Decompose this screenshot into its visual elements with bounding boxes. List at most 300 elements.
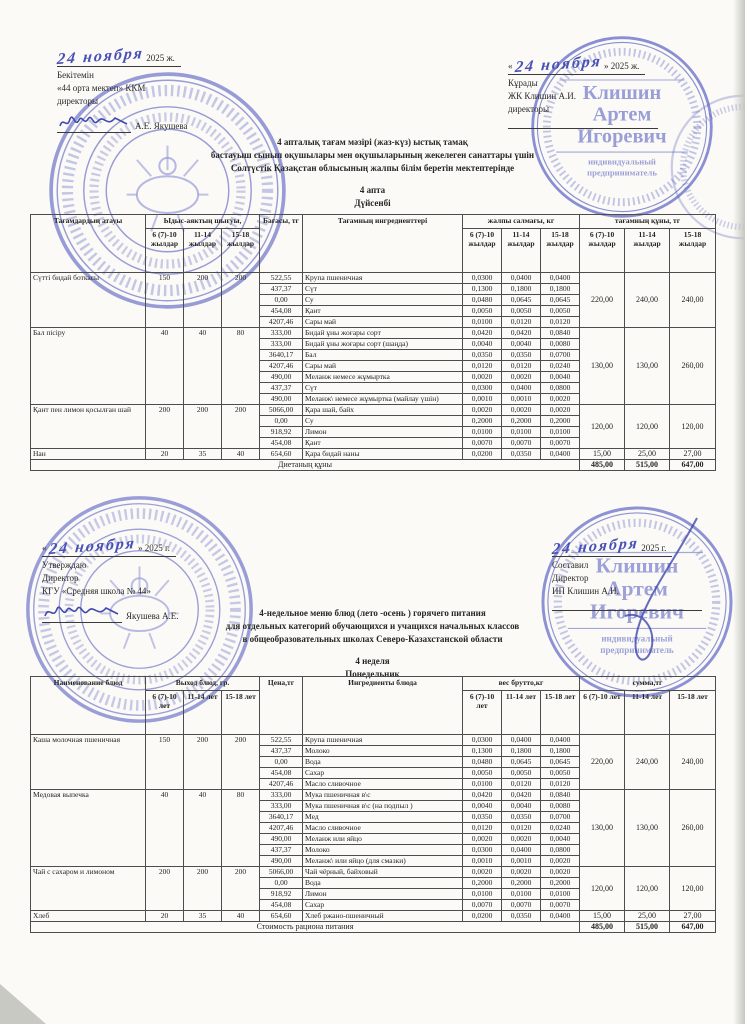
approval-line: директоры — [508, 104, 550, 114]
weight-cell: 0,0645 — [541, 757, 580, 768]
weight-cell: 0,0100 — [541, 427, 580, 438]
approval-line: Директор — [552, 573, 589, 583]
weight-cell: 0,0050 — [502, 768, 541, 779]
portion-cell: 200 — [184, 405, 222, 449]
price-cell: 490,00 — [260, 394, 303, 405]
stamp-role-line2: предприниматель — [587, 167, 657, 178]
quote-close: » — [137, 543, 143, 553]
header-weight-group: жалпы салмағы, кг — [463, 215, 580, 229]
portion-cell: 20 — [146, 911, 184, 922]
header-age-col: 6 (7)-10 жылдар — [580, 229, 625, 273]
weight-cell: 0,0400 — [541, 735, 580, 746]
total-row — [31, 460, 716, 471]
header-age-col: 11-14 жылдар — [502, 229, 541, 273]
cost-cell: 15,00 — [580, 449, 625, 460]
total-value-cell: 515,00 — [625, 460, 670, 471]
price-cell: 4207,46 — [260, 779, 303, 790]
portion-cell: 200 — [184, 867, 222, 911]
signer-name: Якушева А.Е. — [126, 611, 179, 621]
header-output-group: Выход блюд, гр. — [146, 677, 260, 691]
weight-cell: 0,0120 — [463, 823, 502, 834]
ingredient-cell: Лимон — [303, 889, 463, 900]
ingredient-row — [31, 449, 716, 460]
cost-cell: 130,00 — [580, 790, 625, 867]
price-cell: 333,00 — [260, 790, 303, 801]
weight-cell: 0,0240 — [541, 823, 580, 834]
weight-cell: 0,0100 — [541, 889, 580, 900]
weight-cell: 0,0010 — [463, 394, 502, 405]
header-dish: Наименование блюд — [31, 677, 146, 735]
approval-line: Утверждаю — [42, 560, 87, 570]
dish-name-cell: Хлеб — [31, 911, 146, 922]
weight-cell: 0,0200 — [463, 449, 502, 460]
signature-row — [42, 600, 287, 623]
title-line: Солтүстік Қазақстан облысының жалпы білім беретін мектептерінде — [230, 163, 515, 173]
weight-cell: 0,0070 — [463, 438, 502, 449]
total-value-cell: 647,00 — [670, 922, 716, 933]
ingredient-cell: Молоко — [303, 746, 463, 757]
cost-cell: 120,00 — [580, 867, 625, 911]
header-age-col: 15-18 лет — [541, 691, 580, 735]
weight-cell: 0,1800 — [502, 284, 541, 295]
price-cell: 0,00 — [260, 416, 303, 427]
date-line — [42, 534, 176, 559]
header-age-col: 15-18 жылдар — [222, 229, 260, 273]
price-cell: 0,00 — [260, 757, 303, 768]
ingredient-row — [31, 735, 716, 746]
cost-cell: 130,00 — [580, 328, 625, 405]
date-year: 2025 г. — [144, 543, 170, 553]
cost-cell: 220,00 — [580, 735, 625, 790]
portion-cell: 80 — [222, 328, 260, 405]
ingredient-cell: Бал — [303, 350, 463, 361]
weight-cell: 0,2000 — [541, 416, 580, 427]
approval-top-left — [56, 44, 292, 133]
ingredient-cell: Бидай ұны жоғары сорт (шаңда) — [303, 339, 463, 350]
cost-cell: 220,00 — [580, 273, 625, 328]
price-cell: 333,00 — [260, 801, 303, 812]
cost-cell: 15,00 — [580, 911, 625, 922]
weight-cell: 0,0400 — [502, 735, 541, 746]
weight-cell: 0,0070 — [541, 438, 580, 449]
handwritten-date: 24 ноября — [48, 534, 137, 559]
weight-cell: 0,0020 — [463, 405, 502, 416]
price-cell: 4207,46 — [260, 823, 303, 834]
title-line: для отдельных категорий обучающихся и учащихся начальных классов — [225, 621, 520, 631]
weight-cell: 0,0800 — [541, 845, 580, 856]
weight-cell: 0,0420 — [463, 328, 502, 339]
price-cell: 490,00 — [260, 834, 303, 845]
weight-cell: 0,0645 — [541, 295, 580, 306]
ingredient-cell: Чай чёрный, байховый — [303, 867, 463, 878]
portion-cell: 150 — [146, 735, 184, 790]
price-cell: 3640,17 — [260, 350, 303, 361]
weight-cell: 0,0420 — [502, 790, 541, 801]
weight-cell: 0,1800 — [541, 284, 580, 295]
ingredient-cell: Лимон — [303, 427, 463, 438]
approval-mid-left — [42, 534, 287, 623]
signature-stroke-icon — [585, 512, 715, 697]
dish-name-cell: Каша молочная пшеничная — [31, 735, 146, 790]
header-price: Бағасы, тг — [260, 215, 303, 273]
ingredient-row — [31, 911, 716, 922]
approval-line: Директор — [42, 573, 79, 583]
stamp-name-line2: Артем — [592, 103, 652, 126]
stamp-role-line1: индивидуальный — [601, 633, 673, 644]
weight-cell: 0,0020 — [541, 867, 580, 878]
ingredient-cell: Мед — [303, 812, 463, 823]
header-price: Цена,тг — [260, 677, 303, 735]
portion-cell: 200 — [222, 735, 260, 790]
weight-cell: 0,0300 — [463, 383, 502, 394]
stamp-name-line3: Игоревич — [589, 599, 685, 624]
approval-line: Кұрады — [508, 78, 538, 88]
portion-cell: 200 — [146, 867, 184, 911]
cost-cell: 120,00 — [625, 867, 670, 911]
header-age-col: 11-14 жылдар — [625, 229, 670, 273]
price-cell: 5066,00 — [260, 405, 303, 416]
week-label: 4 апта — [359, 185, 386, 195]
price-cell: 454,08 — [260, 768, 303, 779]
weight-cell: 0,0350 — [463, 350, 502, 361]
cost-cell: 25,00 — [625, 911, 670, 922]
ingredient-row — [31, 405, 716, 416]
total-label-cell: Диетаның құны — [31, 460, 580, 471]
title-line: 4 апталық тағам мәзірі (жаз-күз) ыстық тамақ — [277, 137, 468, 147]
ingredient-cell: Бидай ұны жоғары сорт — [303, 328, 463, 339]
weight-cell: 0,0040 — [502, 339, 541, 350]
weight-cell: 0,1300 — [463, 284, 502, 295]
weight-cell: 0,0040 — [541, 372, 580, 383]
price-cell: 918,92 — [260, 427, 303, 438]
weight-cell: 0,0100 — [463, 779, 502, 790]
ingredient-cell: Сахар — [303, 768, 463, 779]
cost-cell: 240,00 — [670, 273, 716, 328]
price-cell: 437,37 — [260, 746, 303, 757]
portion-cell: 80 — [222, 790, 260, 867]
ingredient-cell: Масло сливочное — [303, 823, 463, 834]
weight-cell: 0,0080 — [541, 801, 580, 812]
weight-cell: 0,0040 — [463, 801, 502, 812]
price-cell: 522,55 — [260, 273, 303, 284]
ingredient-cell: Крупа пшеничная — [303, 273, 463, 284]
weight-cell: 0,0350 — [502, 350, 541, 361]
weight-cell: 0,0300 — [463, 845, 502, 856]
menu-table-ru — [30, 676, 716, 933]
price-cell: 918,92 — [260, 889, 303, 900]
day-label: Понедельник — [345, 669, 400, 679]
portion-cell: 40 — [222, 449, 260, 460]
weight-cell: 0,0020 — [502, 867, 541, 878]
dish-name-cell: Чай с сахаром и лимоном — [31, 867, 146, 911]
header-age-col: 11-14 жылдар — [184, 229, 222, 273]
ingredient-cell: Мука пшеничная в\с (на подпыл ) — [303, 801, 463, 812]
header-age-col: 6 (7)-10 жылдар — [463, 229, 502, 273]
ingredient-cell: Меланж или яйцо — [303, 834, 463, 845]
weight-cell: 0,0080 — [541, 339, 580, 350]
weight-cell: 0,2000 — [502, 878, 541, 889]
weight-cell: 0,0020 — [463, 867, 502, 878]
ingredient-cell: Су — [303, 295, 463, 306]
portion-cell: 200 — [184, 273, 222, 328]
weight-cell: 0,0100 — [502, 427, 541, 438]
weight-cell: 0,0070 — [463, 900, 502, 911]
weight-cell: 0,0070 — [541, 900, 580, 911]
header-age-col: 11-14 лет — [184, 691, 222, 735]
stamp-name-line1: Клишин — [582, 81, 662, 104]
weight-cell: 0,0020 — [463, 834, 502, 845]
date-year: 2025 г. — [641, 543, 667, 553]
approval-line: ИП Клишин А.И. — [552, 586, 619, 596]
ingredient-cell: Мука пшеничная в\с — [303, 790, 463, 801]
weight-cell: 0,0010 — [463, 856, 502, 867]
weight-cell: 0,0050 — [463, 768, 502, 779]
cost-cell: 120,00 — [670, 867, 716, 911]
signature-underline — [508, 116, 658, 129]
weight-cell: 0,0020 — [541, 394, 580, 405]
cost-cell: 240,00 — [625, 735, 670, 790]
ingredient-cell: Сүт — [303, 383, 463, 394]
weight-cell: 0,0010 — [502, 394, 541, 405]
cost-cell: 260,00 — [670, 790, 716, 867]
total-label-cell: Стоимость рациона питания — [31, 922, 580, 933]
dish-name-cell: Медовая выпечка — [31, 790, 146, 867]
header-ingredients: Ингредиенты блюда — [303, 677, 463, 735]
weight-cell: 0,0400 — [541, 273, 580, 284]
ingredient-row — [31, 790, 716, 801]
cost-cell: 27,00 — [670, 911, 716, 922]
header-weight-group: вес брутто,кг — [463, 677, 580, 691]
signer-name: А.Е. Якушева — [135, 121, 188, 131]
approval-line: ЖК Клишин А.И. — [508, 91, 576, 101]
weight-cell: 0,0100 — [463, 317, 502, 328]
title-line: в общеобразовательных школах Северо-Казахстанской области — [242, 634, 503, 644]
ingredient-cell: Вода — [303, 757, 463, 768]
header-age-col: 11-14 лет — [625, 691, 670, 735]
quote-open: « — [42, 543, 47, 553]
weight-cell: 0,0700 — [541, 350, 580, 361]
weight-cell: 0,0100 — [463, 889, 502, 900]
cost-cell: 260,00 — [670, 328, 716, 405]
weight-cell: 0,0400 — [502, 383, 541, 394]
portion-cell: 35 — [184, 449, 222, 460]
dish-name-cell: Сүтті бидай боткасы — [31, 273, 146, 328]
weight-cell: 0,0120 — [502, 823, 541, 834]
date-line — [56, 44, 181, 69]
weight-cell: 0,0420 — [463, 790, 502, 801]
price-cell: 437,37 — [260, 284, 303, 295]
weight-cell: 0,0120 — [502, 779, 541, 790]
ingredient-cell: Меланж\ немесе жұмыртка (майлау үшін) — [303, 394, 463, 405]
weight-cell: 0,0070 — [502, 900, 541, 911]
price-cell: 5066,00 — [260, 867, 303, 878]
price-cell: 333,00 — [260, 328, 303, 339]
total-row — [31, 922, 716, 933]
ingredient-cell: Вода — [303, 878, 463, 889]
total-value-cell: 647,00 — [670, 460, 716, 471]
header-age-col: 15-18 жылдар — [670, 229, 716, 273]
weight-cell: 0,0350 — [502, 911, 541, 922]
quote-open: « — [508, 61, 513, 71]
weight-cell: 0,0645 — [502, 295, 541, 306]
portion-cell: 40 — [184, 790, 222, 867]
approval-line: Составил — [552, 560, 589, 570]
price-cell: 0,00 — [260, 878, 303, 889]
weight-cell: 0,2000 — [463, 416, 502, 427]
cost-cell: 120,00 — [625, 405, 670, 449]
weight-cell: 0,0020 — [541, 856, 580, 867]
portion-cell: 200 — [222, 273, 260, 328]
weight-cell: 0,0800 — [541, 383, 580, 394]
weight-cell: 0,0100 — [502, 889, 541, 900]
dish-name-cell: Нан — [31, 449, 146, 460]
scan-corner-fold — [0, 984, 46, 1024]
weight-cell: 0,0400 — [541, 911, 580, 922]
weight-cell: 0,2000 — [463, 878, 502, 889]
price-cell: 490,00 — [260, 856, 303, 867]
weight-cell: 0,0040 — [463, 339, 502, 350]
portion-cell: 200 — [222, 405, 260, 449]
price-cell: 654,60 — [260, 449, 303, 460]
weight-cell: 0,0020 — [502, 405, 541, 416]
weight-cell: 0,0120 — [541, 317, 580, 328]
portion-cell: 200 — [184, 735, 222, 790]
menu-table-kz — [30, 214, 716, 471]
total-value-cell: 485,00 — [580, 460, 625, 471]
weight-cell: 0,0300 — [463, 273, 502, 284]
price-cell: 437,37 — [260, 383, 303, 394]
portion-cell: 40 — [184, 328, 222, 405]
ingredient-cell: Сары май — [303, 317, 463, 328]
cost-cell: 130,00 — [625, 328, 670, 405]
ingredient-cell: Крупа пшеничная — [303, 735, 463, 746]
quote-close: » — [603, 61, 609, 71]
price-cell: 654,60 — [260, 911, 303, 922]
weight-cell: 0,0645 — [502, 757, 541, 768]
weight-cell: 0,0120 — [541, 779, 580, 790]
header-age-col: 6 (7)-10 жылдар — [146, 229, 184, 273]
weight-cell: 0,0050 — [541, 306, 580, 317]
total-value-cell: 515,00 — [625, 922, 670, 933]
price-cell: 4207,46 — [260, 317, 303, 328]
header-cost-group: тағамның құны, тг — [580, 215, 716, 229]
header-age-col: 6 (7)-10 лет — [146, 691, 184, 735]
weight-cell: 0,0480 — [463, 757, 502, 768]
weight-cell: 0,0120 — [502, 361, 541, 372]
ingredient-cell: Қара бидай наны — [303, 449, 463, 460]
stamp-role-line1: индивидуальный — [588, 156, 656, 167]
header-dish: Тағамдардың атауы — [31, 215, 146, 273]
handwritten-date: 24 ноября — [56, 44, 145, 69]
cost-cell: 27,00 — [670, 449, 716, 460]
ingredient-cell: Қара шай, байх — [303, 405, 463, 416]
weight-cell: 0,0350 — [502, 812, 541, 823]
header-age-col: 11-14 лет — [502, 691, 541, 735]
weight-cell: 0,0010 — [502, 856, 541, 867]
stamp-name-line1: Клишин — [595, 553, 679, 578]
ingredient-row — [31, 273, 716, 284]
day-label: Дүйсенбі — [354, 198, 391, 208]
weight-cell: 0,2000 — [502, 416, 541, 427]
price-cell: 437,37 — [260, 845, 303, 856]
weight-cell: 0,0040 — [502, 801, 541, 812]
handwritten-date: 24 ноября — [514, 52, 603, 77]
portion-cell: 200 — [146, 405, 184, 449]
price-cell: 454,08 — [260, 438, 303, 449]
approval-line: Бекітемін — [57, 70, 94, 80]
weight-cell: 0,0200 — [463, 911, 502, 922]
handwritten-date: 24 ноября — [551, 534, 640, 559]
header-ingredients: Тағамның ингредиенттері — [303, 215, 463, 273]
weight-cell: 0,0350 — [502, 449, 541, 460]
weight-cell: 0,0300 — [463, 735, 502, 746]
approval-top-right — [508, 52, 708, 129]
price-cell: 454,08 — [260, 900, 303, 911]
weight-cell: 0,0050 — [463, 306, 502, 317]
weight-cell: 0,0480 — [463, 295, 502, 306]
cost-cell: 130,00 — [625, 790, 670, 867]
price-cell: 3640,17 — [260, 812, 303, 823]
weight-cell: 0,0400 — [541, 449, 580, 460]
weight-cell: 0,0400 — [502, 845, 541, 856]
weight-cell: 0,0350 — [463, 812, 502, 823]
weight-cell: 0,0700 — [541, 812, 580, 823]
ingredient-cell: Сахар — [303, 900, 463, 911]
date-line — [508, 52, 645, 77]
portion-cell: 40 — [146, 790, 184, 867]
weight-cell: 0,0050 — [541, 768, 580, 779]
header-age-col: 6 (7)-10 лет — [580, 691, 625, 735]
cost-cell: 240,00 — [670, 735, 716, 790]
ingredient-cell: Су — [303, 416, 463, 427]
header-age-col: 15-18 лет — [670, 691, 716, 735]
cost-cell: 240,00 — [625, 273, 670, 328]
portion-cell: 200 — [222, 867, 260, 911]
weight-cell: 0,0100 — [463, 427, 502, 438]
portion-cell: 40 — [146, 328, 184, 405]
total-value-cell: 485,00 — [580, 922, 625, 933]
price-cell: 0,00 — [260, 295, 303, 306]
ingredient-cell: Масло сливочное — [303, 779, 463, 790]
portion-cell: 20 — [146, 449, 184, 460]
header-age-col: 15-18 жылдар — [541, 229, 580, 273]
date-year: 2025 ж. — [146, 53, 175, 63]
portion-cell: 35 — [184, 911, 222, 922]
price-cell: 333,00 — [260, 339, 303, 350]
stamp-name-line2: Артем — [606, 576, 668, 601]
weight-cell: 0,0070 — [502, 438, 541, 449]
signature-icon — [57, 110, 131, 133]
menu-kz-title — [0, 136, 745, 210]
weight-cell: 0,0240 — [541, 361, 580, 372]
approval-line: «44 орта мектеп» ККМ — [57, 83, 146, 93]
ingredient-cell: Хлеб ржано-пшеничный — [303, 911, 463, 922]
weight-cell: 0,1300 — [463, 746, 502, 757]
stamp-name-line3: Игоревич — [577, 125, 667, 148]
header-output-group: Ыдыс-аяктың шығуы, — [146, 215, 260, 229]
title-line: бастауыш сынып оқушылары мен оқушыларының жекелеген санаттары үшін — [210, 150, 535, 160]
weight-cell: 0,0840 — [541, 790, 580, 801]
weight-cell: 0,0420 — [502, 328, 541, 339]
price-cell: 490,00 — [260, 372, 303, 383]
ingredient-row — [31, 867, 716, 878]
weight-cell: 0,1800 — [502, 746, 541, 757]
weight-cell: 0,0020 — [463, 372, 502, 383]
signature-row — [57, 110, 292, 133]
ingredient-cell: Молоко — [303, 845, 463, 856]
signature-icon — [42, 600, 122, 623]
approval-line: КГУ «Средняя школа № 44» — [42, 586, 151, 596]
